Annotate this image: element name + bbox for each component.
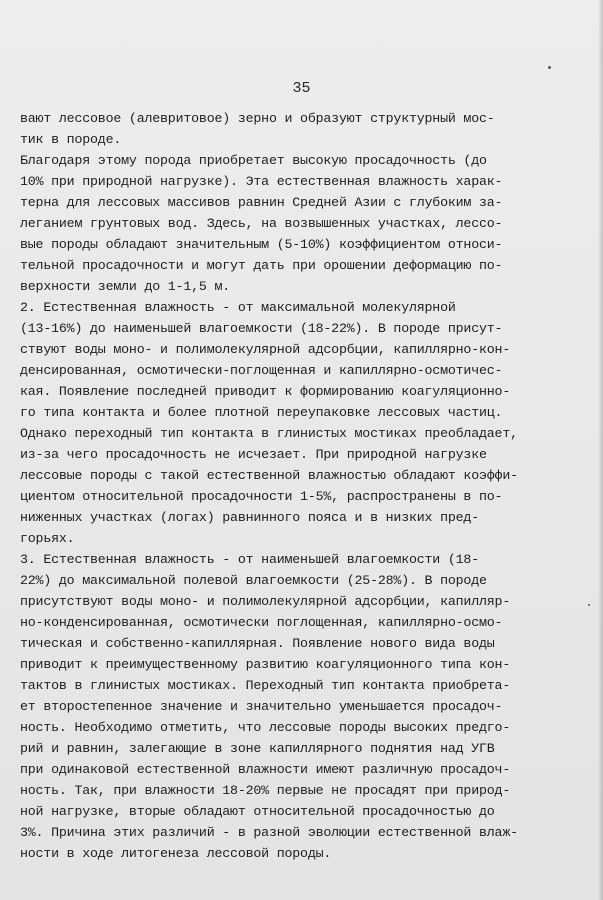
text-line: циентом относительной просадочности 1-5%, распространены в по- [20,489,503,504]
text-line: (13-16%) до наименьшей влагоемкости (18-22%). В породе присут- [20,321,503,336]
text-line: ность. Так, при влажности 18-20% первые не просадят при природ- [20,783,511,798]
text-line: Однако переходный тип контакта в глинистых мостиках преобладает, [20,426,518,441]
text-line: 10% при природной нагрузке). Эта естественная влажность харак- [20,174,503,189]
text-line: тактов в глинистых мостиках. Переходный тип контакта приобрета- [20,678,511,693]
text-line: горьях. [20,531,75,546]
text-line: 3. Естественная влажность - от наименьшей влагоемкости (18- [20,552,479,567]
text-line: 2. Естественная влажность - от максимальной молекулярной [20,300,456,315]
text-line: лессовые породы с такой естественной влажностью обладают коэффи- [20,468,518,483]
text-line: вые породы обладают значительным (5-10%) коэффициентом относи- [20,237,503,252]
text-line: из-за чего просадочность не исчезает. При природной нагрузке [20,447,487,462]
text-line: вают лессовое (алевритовое) зерно и образуют структурный мос- [20,111,495,126]
text-line: денсированная, осмотически-поглощенная и капиллярно-осмотичес- [20,363,503,378]
scan-speck [548,66,551,69]
text-line: при одинаковой естественной влажности имеют различную просадоч- [20,762,511,777]
text-line: 3%. Причина этих различий - в разной эволюции естественной влаж- [20,825,518,840]
text-line: но-конденсированная, осмотически поглощенная, капиллярно-осмо- [20,615,503,630]
document-body [20,108,582,864]
text-line: ность. Необходимо отметить, что лессовые породы высоких предго- [20,720,511,735]
text-line: тическая и собственно-капиллярная. Появление нового вида воды [20,636,495,651]
text-line: приводит к преимущественному развитию коагуляционного типа кон- [20,657,511,672]
text-line: ниженных участках (логах) равнинного пояса и в низких пред- [20,510,479,525]
page-number: 35 [292,80,311,97]
text-line: ствуют воды моно- и полимолекулярной адсорбции, капиллярно-кон- [20,342,511,357]
text-line: тельной просадочности и могут дать при орошении деформацию по- [20,258,503,273]
page-edge-shadow [598,0,603,900]
scan-speck [588,604,590,606]
text-line: терна для лессовых массивов равнин Средней Азии с глубоким за- [20,195,503,210]
text-line: ности в ходе литогенеза лессовой породы. [20,846,332,861]
text-line: Благодаря этому порода приобретает высокую просадочность (до [20,153,487,168]
text-line: присутствуют воды моно- и полимолекулярной адсорбции, капилляр- [20,594,511,609]
text-line: тик в породе. [20,132,122,147]
text-line: кая. Появление последней приводит к формированию коагуляционно- [20,384,511,399]
text-line: верхности земли до 1-1,5 м. [20,279,231,294]
text-line: ет второстепенное значение и значительно уменьшается просадоч- [20,699,503,714]
text-line: рий и равнин, залегающие в зоне капиллярного поднятия над УГВ [20,741,495,756]
text-line: ной нагрузке, вторые обладают относительной просадочностью до [20,804,495,819]
text-line: 22%) до максимальной полевой влагоемкости (25-28%). В породе [20,573,487,588]
text-line: леганием грунтовых вод. Здесь, на возвышенных участках, лессо- [20,216,503,231]
text-line: го типа контакта и более плотной переупаковке лессовых частиц. [20,405,503,420]
